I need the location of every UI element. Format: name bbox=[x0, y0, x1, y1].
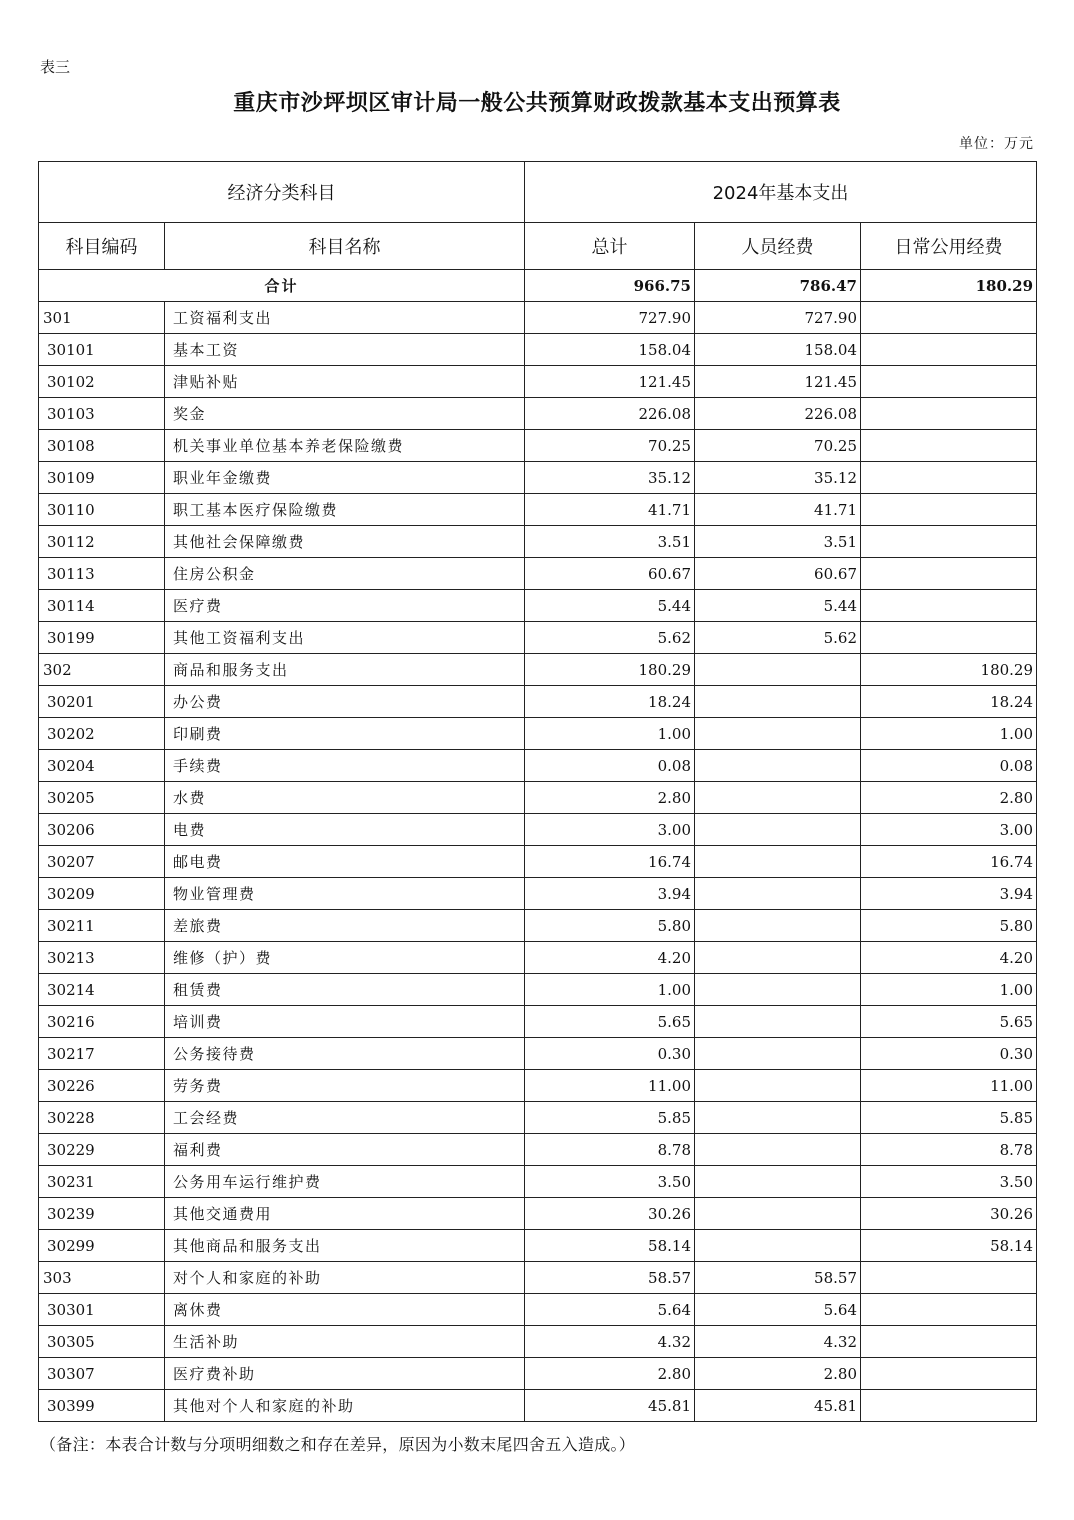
row-code: 30231 bbox=[39, 1166, 165, 1198]
row-code: 30201 bbox=[39, 686, 165, 718]
row-total: 1.00 bbox=[525, 974, 695, 1006]
row-personnel bbox=[695, 654, 861, 686]
row-code: 30299 bbox=[39, 1230, 165, 1262]
table-row bbox=[39, 654, 1037, 686]
row-personnel: 121.45 bbox=[695, 366, 861, 398]
row-public bbox=[861, 1390, 1037, 1422]
row-total: 58.14 bbox=[525, 1230, 695, 1262]
row-name: 培训费 bbox=[165, 1006, 525, 1038]
row-public: 2.80 bbox=[861, 782, 1037, 814]
row-personnel bbox=[695, 1134, 861, 1166]
row-code: 30103 bbox=[39, 398, 165, 430]
row-personnel bbox=[695, 782, 861, 814]
row-name: 住房公积金 bbox=[165, 558, 525, 590]
row-name: 福利费 bbox=[165, 1134, 525, 1166]
row-code: 30239 bbox=[39, 1198, 165, 1230]
row-total: 158.04 bbox=[525, 334, 695, 366]
row-code: 30108 bbox=[39, 430, 165, 462]
row-public bbox=[861, 1326, 1037, 1358]
table-row bbox=[39, 718, 1037, 750]
row-personnel: 727.90 bbox=[695, 302, 861, 334]
row-code: 30206 bbox=[39, 814, 165, 846]
row-public: 4.20 bbox=[861, 942, 1037, 974]
row-name: 公务接待费 bbox=[165, 1038, 525, 1070]
row-personnel bbox=[695, 1230, 861, 1262]
row-total: 4.20 bbox=[525, 942, 695, 974]
row-total: 727.90 bbox=[525, 302, 695, 334]
row-code: 30399 bbox=[39, 1390, 165, 1422]
row-public: 30.26 bbox=[861, 1198, 1037, 1230]
header-row-columns bbox=[39, 223, 1037, 270]
row-total: 3.50 bbox=[525, 1166, 695, 1198]
row-name: 公务用车运行维护费 bbox=[165, 1166, 525, 1198]
row-public: 5.65 bbox=[861, 1006, 1037, 1038]
header-code: 科目编码 bbox=[39, 223, 165, 270]
table-row bbox=[39, 750, 1037, 782]
row-personnel: 5.64 bbox=[695, 1294, 861, 1326]
row-code: 30305 bbox=[39, 1326, 165, 1358]
table-row bbox=[39, 1390, 1037, 1422]
table-row bbox=[39, 686, 1037, 718]
row-personnel: 5.44 bbox=[695, 590, 861, 622]
total-total: 966.75 bbox=[525, 270, 695, 302]
table-row bbox=[39, 334, 1037, 366]
row-name: 生活补助 bbox=[165, 1326, 525, 1358]
row-code: 30110 bbox=[39, 494, 165, 526]
row-personnel: 226.08 bbox=[695, 398, 861, 430]
row-name: 租赁费 bbox=[165, 974, 525, 1006]
row-total: 8.78 bbox=[525, 1134, 695, 1166]
row-public: 3.94 bbox=[861, 878, 1037, 910]
row-personnel: 158.04 bbox=[695, 334, 861, 366]
row-personnel: 70.25 bbox=[695, 430, 861, 462]
row-public: 3.00 bbox=[861, 814, 1037, 846]
row-total: 5.80 bbox=[525, 910, 695, 942]
row-public: 18.24 bbox=[861, 686, 1037, 718]
table-row bbox=[39, 366, 1037, 398]
row-name: 工会经费 bbox=[165, 1102, 525, 1134]
row-name: 工资福利支出 bbox=[165, 302, 525, 334]
row-public: 180.29 bbox=[861, 654, 1037, 686]
header-row-group bbox=[39, 162, 1037, 223]
row-personnel bbox=[695, 1038, 861, 1070]
row-code: 301 bbox=[39, 302, 165, 334]
row-code: 303 bbox=[39, 1262, 165, 1294]
row-name: 职工基本医疗保险缴费 bbox=[165, 494, 525, 526]
row-name: 差旅费 bbox=[165, 910, 525, 942]
row-code: 30207 bbox=[39, 846, 165, 878]
row-name: 手续费 bbox=[165, 750, 525, 782]
header-classification: 经济分类科目 bbox=[39, 162, 525, 223]
table-row bbox=[39, 910, 1037, 942]
row-total: 5.44 bbox=[525, 590, 695, 622]
row-personnel: 45.81 bbox=[695, 1390, 861, 1422]
row-total: 5.62 bbox=[525, 622, 695, 654]
row-code: 30217 bbox=[39, 1038, 165, 1070]
row-total: 18.24 bbox=[525, 686, 695, 718]
row-public bbox=[861, 526, 1037, 558]
table-row bbox=[39, 1358, 1037, 1390]
row-total: 3.00 bbox=[525, 814, 695, 846]
row-name: 奖金 bbox=[165, 398, 525, 430]
row-personnel bbox=[695, 750, 861, 782]
row-code: 30199 bbox=[39, 622, 165, 654]
row-public: 11.00 bbox=[861, 1070, 1037, 1102]
row-name: 其他商品和服务支出 bbox=[165, 1230, 525, 1262]
table-row bbox=[39, 558, 1037, 590]
table-row bbox=[39, 1070, 1037, 1102]
row-personnel bbox=[695, 1166, 861, 1198]
table-row bbox=[39, 622, 1037, 654]
row-public bbox=[861, 398, 1037, 430]
row-name: 其他社会保障缴费 bbox=[165, 526, 525, 558]
page-title: 重庆市沙坪坝区审计局一般公共预算财政拨款基本支出预算表 bbox=[233, 90, 841, 116]
total-label: 合计 bbox=[39, 270, 525, 302]
table-row bbox=[39, 398, 1037, 430]
table-row bbox=[39, 494, 1037, 526]
row-code: 30211 bbox=[39, 910, 165, 942]
row-code: 30228 bbox=[39, 1102, 165, 1134]
footnote: （备注：本表合计数与分项明细数之和存在差异，原因为小数末尾四舍五入造成。） bbox=[40, 1435, 636, 1454]
row-name: 津贴补贴 bbox=[165, 366, 525, 398]
row-public: 1.00 bbox=[861, 974, 1037, 1006]
row-public: 1.00 bbox=[861, 718, 1037, 750]
row-code: 30205 bbox=[39, 782, 165, 814]
row-public: 5.80 bbox=[861, 910, 1037, 942]
row-code: 30226 bbox=[39, 1070, 165, 1102]
row-public: 5.85 bbox=[861, 1102, 1037, 1134]
total-personnel: 786.47 bbox=[695, 270, 861, 302]
row-code: 30213 bbox=[39, 942, 165, 974]
row-public bbox=[861, 558, 1037, 590]
row-code: 30113 bbox=[39, 558, 165, 590]
table-row bbox=[39, 1294, 1037, 1326]
row-code: 30112 bbox=[39, 526, 165, 558]
total-row bbox=[39, 270, 1037, 302]
total-public: 180.29 bbox=[861, 270, 1037, 302]
row-total: 0.08 bbox=[525, 750, 695, 782]
table-row bbox=[39, 1038, 1037, 1070]
row-personnel: 58.57 bbox=[695, 1262, 861, 1294]
row-personnel bbox=[695, 1070, 861, 1102]
row-code: 30214 bbox=[39, 974, 165, 1006]
table-row bbox=[39, 846, 1037, 878]
table-row bbox=[39, 814, 1037, 846]
row-total: 11.00 bbox=[525, 1070, 695, 1102]
table-row bbox=[39, 1102, 1037, 1134]
header-year-group: 2024年基本支出 bbox=[525, 162, 1037, 223]
row-total: 2.80 bbox=[525, 1358, 695, 1390]
table-row bbox=[39, 1262, 1037, 1294]
row-total: 2.80 bbox=[525, 782, 695, 814]
row-name: 医疗费 bbox=[165, 590, 525, 622]
row-code: 302 bbox=[39, 654, 165, 686]
row-total: 5.85 bbox=[525, 1102, 695, 1134]
row-public bbox=[861, 622, 1037, 654]
row-total: 0.30 bbox=[525, 1038, 695, 1070]
row-total: 45.81 bbox=[525, 1390, 695, 1422]
table-row bbox=[39, 1166, 1037, 1198]
row-personnel bbox=[695, 878, 861, 910]
row-total: 226.08 bbox=[525, 398, 695, 430]
row-name: 物业管理费 bbox=[165, 878, 525, 910]
row-code: 30301 bbox=[39, 1294, 165, 1326]
row-name: 其他对个人和家庭的补助 bbox=[165, 1390, 525, 1422]
row-name: 劳务费 bbox=[165, 1070, 525, 1102]
row-name: 水费 bbox=[165, 782, 525, 814]
row-name: 职业年金缴费 bbox=[165, 462, 525, 494]
document-label: 表三 bbox=[40, 58, 71, 76]
row-name: 印刷费 bbox=[165, 718, 525, 750]
row-personnel: 4.32 bbox=[695, 1326, 861, 1358]
row-public bbox=[861, 302, 1037, 334]
row-name: 电费 bbox=[165, 814, 525, 846]
row-personnel bbox=[695, 814, 861, 846]
table-row bbox=[39, 526, 1037, 558]
row-public bbox=[861, 462, 1037, 494]
row-public bbox=[861, 430, 1037, 462]
row-total: 70.25 bbox=[525, 430, 695, 462]
table-row bbox=[39, 974, 1037, 1006]
row-name: 邮电费 bbox=[165, 846, 525, 878]
row-public: 8.78 bbox=[861, 1134, 1037, 1166]
row-personnel: 3.51 bbox=[695, 526, 861, 558]
row-name: 医疗费补助 bbox=[165, 1358, 525, 1390]
row-name: 办公费 bbox=[165, 686, 525, 718]
row-code: 30114 bbox=[39, 590, 165, 622]
row-personnel: 35.12 bbox=[695, 462, 861, 494]
table-row bbox=[39, 1198, 1037, 1230]
table-row bbox=[39, 1134, 1037, 1166]
row-personnel: 60.67 bbox=[695, 558, 861, 590]
row-code: 30202 bbox=[39, 718, 165, 750]
row-total: 121.45 bbox=[525, 366, 695, 398]
table-row bbox=[39, 1006, 1037, 1038]
row-personnel: 2.80 bbox=[695, 1358, 861, 1390]
row-total: 1.00 bbox=[525, 718, 695, 750]
row-total: 58.57 bbox=[525, 1262, 695, 1294]
row-public: 16.74 bbox=[861, 846, 1037, 878]
row-name: 维修（护）费 bbox=[165, 942, 525, 974]
row-personnel bbox=[695, 942, 861, 974]
row-personnel bbox=[695, 718, 861, 750]
table-row bbox=[39, 302, 1037, 334]
row-name: 离休费 bbox=[165, 1294, 525, 1326]
row-public bbox=[861, 366, 1037, 398]
row-public bbox=[861, 1358, 1037, 1390]
unit-label: 单位：万元 bbox=[959, 136, 1034, 152]
row-name: 机关事业单位基本养老保险缴费 bbox=[165, 430, 525, 462]
table-row bbox=[39, 1230, 1037, 1262]
row-public: 0.30 bbox=[861, 1038, 1037, 1070]
header-personnel: 人员经费 bbox=[695, 223, 861, 270]
row-public bbox=[861, 334, 1037, 366]
row-total: 4.32 bbox=[525, 1326, 695, 1358]
row-personnel bbox=[695, 1102, 861, 1134]
row-name: 基本工资 bbox=[165, 334, 525, 366]
row-public bbox=[861, 1262, 1037, 1294]
table-row bbox=[39, 590, 1037, 622]
row-total: 5.64 bbox=[525, 1294, 695, 1326]
row-code: 30109 bbox=[39, 462, 165, 494]
row-total: 30.26 bbox=[525, 1198, 695, 1230]
row-code: 30209 bbox=[39, 878, 165, 910]
budget-table bbox=[38, 161, 1037, 1422]
row-total: 60.67 bbox=[525, 558, 695, 590]
row-personnel bbox=[695, 686, 861, 718]
row-total: 3.51 bbox=[525, 526, 695, 558]
table-row bbox=[39, 462, 1037, 494]
row-personnel bbox=[695, 1198, 861, 1230]
row-total: 3.94 bbox=[525, 878, 695, 910]
row-total: 5.65 bbox=[525, 1006, 695, 1038]
row-name: 其他交通费用 bbox=[165, 1198, 525, 1230]
header-total: 总计 bbox=[525, 223, 695, 270]
row-personnel bbox=[695, 1006, 861, 1038]
row-code: 30102 bbox=[39, 366, 165, 398]
row-public: 58.14 bbox=[861, 1230, 1037, 1262]
row-total: 35.12 bbox=[525, 462, 695, 494]
header-name: 科目名称 bbox=[165, 223, 525, 270]
row-public bbox=[861, 1294, 1037, 1326]
row-code: 30307 bbox=[39, 1358, 165, 1390]
row-personnel: 5.62 bbox=[695, 622, 861, 654]
row-code: 30229 bbox=[39, 1134, 165, 1166]
table-row bbox=[39, 942, 1037, 974]
row-personnel bbox=[695, 910, 861, 942]
row-total: 16.74 bbox=[525, 846, 695, 878]
row-total: 41.71 bbox=[525, 494, 695, 526]
row-code: 30101 bbox=[39, 334, 165, 366]
table-row bbox=[39, 1326, 1037, 1358]
row-public: 0.08 bbox=[861, 750, 1037, 782]
table-row bbox=[39, 878, 1037, 910]
row-name: 商品和服务支出 bbox=[165, 654, 525, 686]
row-personnel: 41.71 bbox=[695, 494, 861, 526]
row-public bbox=[861, 494, 1037, 526]
table-row bbox=[39, 782, 1037, 814]
row-code: 30204 bbox=[39, 750, 165, 782]
row-code: 30216 bbox=[39, 1006, 165, 1038]
row-name: 其他工资福利支出 bbox=[165, 622, 525, 654]
table-row bbox=[39, 430, 1037, 462]
row-public: 3.50 bbox=[861, 1166, 1037, 1198]
row-personnel bbox=[695, 974, 861, 1006]
row-total: 180.29 bbox=[525, 654, 695, 686]
row-name: 对个人和家庭的补助 bbox=[165, 1262, 525, 1294]
header-public: 日常公用经费 bbox=[861, 223, 1037, 270]
row-personnel bbox=[695, 846, 861, 878]
row-public bbox=[861, 590, 1037, 622]
